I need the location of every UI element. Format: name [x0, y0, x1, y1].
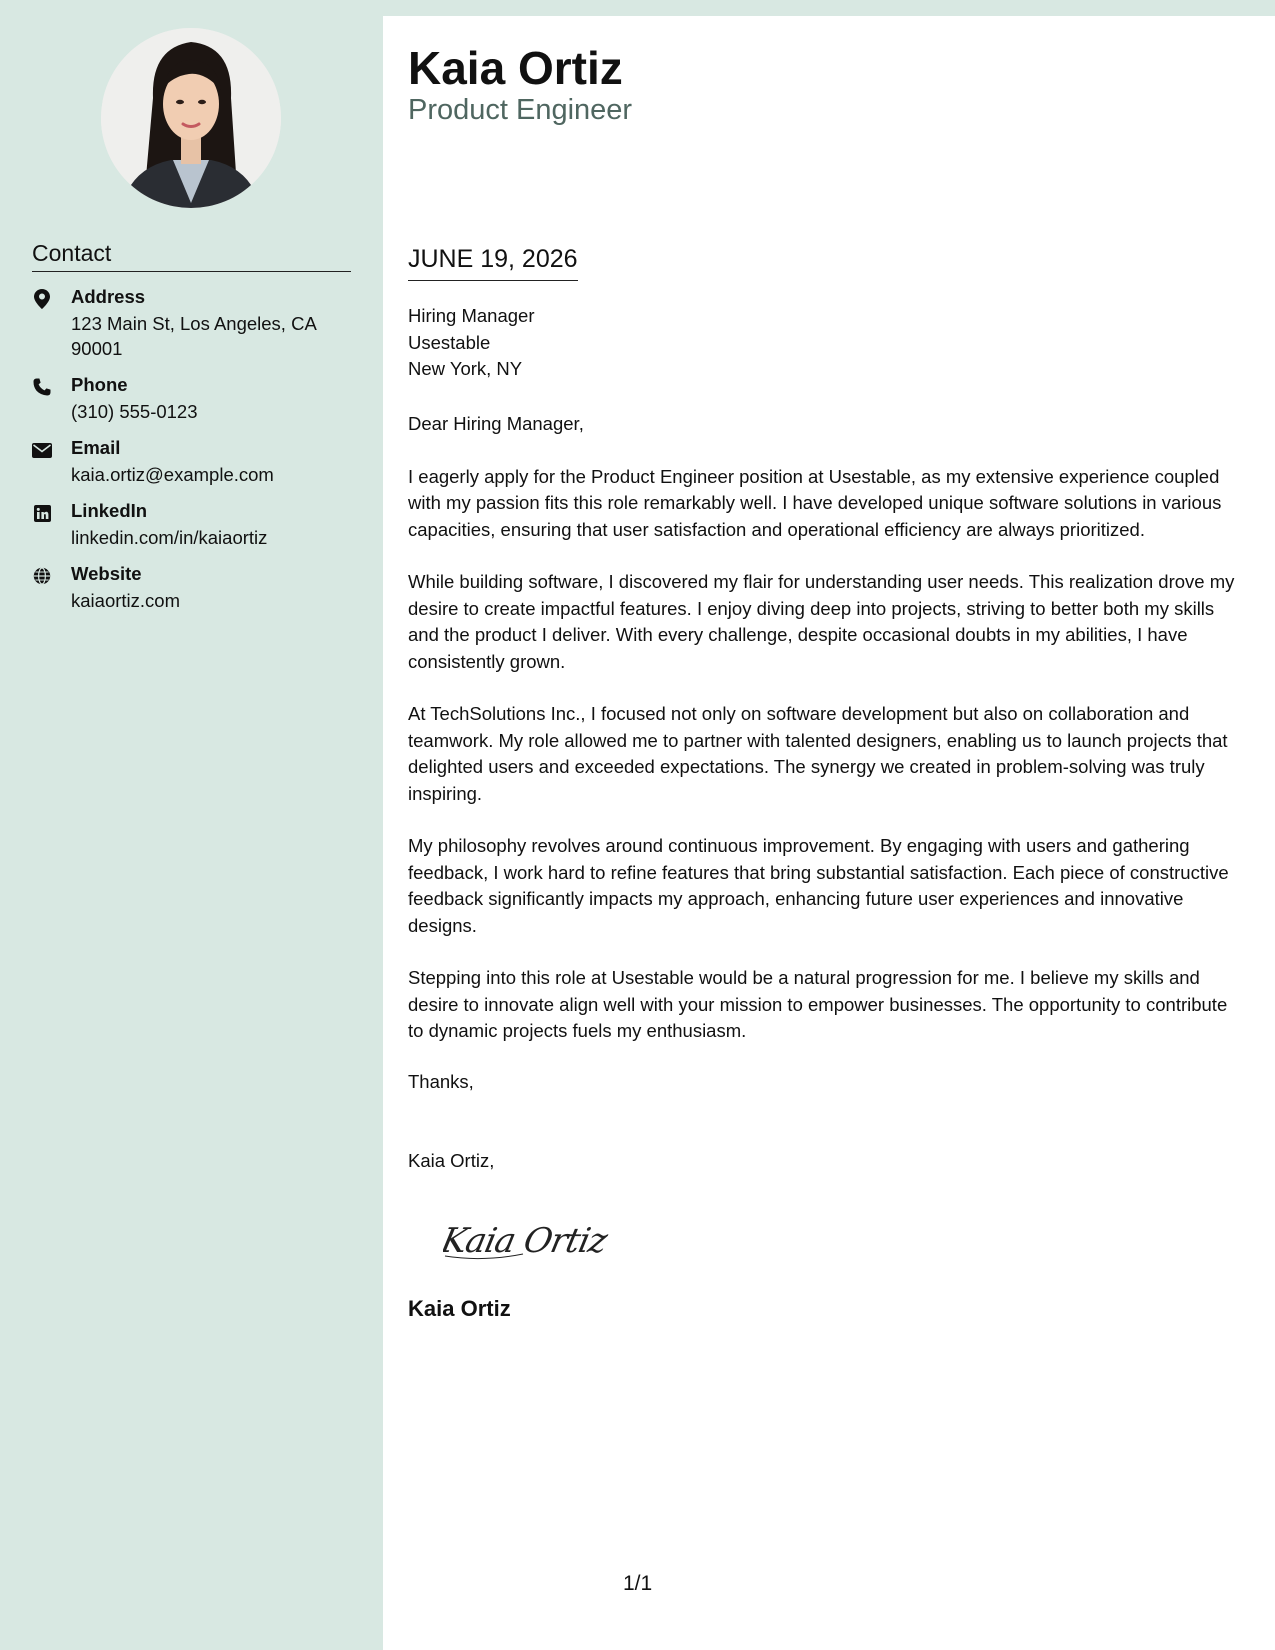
globe-icon [32, 566, 52, 586]
contact-heading: Contact [32, 240, 351, 272]
signature-graphic [443, 1216, 643, 1264]
contact-email-label: Email [71, 437, 121, 458]
letter-paragraph: I eagerly apply for the Product Engineer position at Usestable, as my extensive experience coupled with my passion fits this role remarkably well. I have developed unique software solutions in various capacities, ensuring that user satisfaction and operational efficiency are always prioritized. [408, 465, 1222, 540]
contact-phone-label: Phone [71, 374, 128, 395]
contact-linkedin-value: linkedin.com/in/kaiaortiz [71, 527, 268, 548]
letter-date: JUNE 19, 2026 [408, 245, 578, 281]
contact-linkedin-label: LinkedIn [71, 500, 148, 521]
recipient-line: New York, NY [408, 358, 523, 379]
location-pin-icon [32, 289, 52, 309]
letter-content [408, 411, 1238, 1071]
profile-photo [101, 28, 281, 208]
closing: Thanks, [408, 1071, 474, 1092]
sign-off-name: Kaia Ortiz, [408, 1150, 495, 1171]
portrait-image [101, 28, 281, 208]
linkedin-icon [32, 503, 52, 523]
sidebar [0, 0, 383, 1650]
letter-paragraph: Stepping into this role at Usestable would be a natural progression for me. I believe my skills and desire to innovate align well with your mission to empower businesses. The opportunity to contribute to dynamic projects fuels my enthusiasm. [408, 967, 1228, 1041]
recipient-block [408, 303, 534, 383]
contact-website-label: Website [71, 563, 142, 584]
applicant-name: Kaia Ortiz [408, 42, 623, 94]
email-icon [32, 440, 52, 460]
page-number: 1/1 [623, 1572, 653, 1595]
contact-phone-value: (310) 555-0123 [71, 401, 198, 422]
letter-paragraph: At TechSolutions Inc., I focused not only on software development but also on collaboration and teamwork. My role allowed me to partner with talented designers, enabling us to launch projects that delighted users and exceeded expectations. The synergy we created in problem-solving was truly inspiring. [408, 703, 1228, 804]
letter-paragraph: While building software, I discovered my flair for understanding user needs. This realization drove my desire to create impactful features. I enjoy diving deep into projects, striving to better both my skills and the product I deliver. With every challenge, despite occasional doubts in my abilities, I have consistently grown. [408, 571, 1235, 672]
contact-email-value: kaia.ortiz@example.com [71, 464, 274, 485]
svg-text:Kaia Ortiz: Kaia Ortiz [443, 1221, 611, 1261]
recipient-line: Usestable [408, 331, 491, 353]
letter-body [383, 16, 1275, 1650]
applicant-title: Product Engineer [408, 94, 633, 126]
contact-address-label: Address [71, 286, 146, 307]
salutation: Dear Hiring Manager, [408, 413, 584, 434]
recipient-line: Hiring Manager [408, 305, 535, 326]
signer-name: Kaia Ortiz [408, 1296, 511, 1321]
contact-address-value: 123 Main St, Los Angeles, CA 90001 [71, 313, 316, 359]
contact-website-value: kaiaortiz.com [71, 590, 180, 611]
letter-paragraph: My philosophy revolves around continuous improvement. By engaging with users and gathering feedback, I work hard to refine features that bring substantial satisfaction. Each piece of constructive feedback significantly impacts my approach, enhancing future user experiences and innovative designs. [408, 835, 1229, 936]
handwritten-signature [443, 1216, 643, 1264]
phone-icon [32, 377, 52, 397]
